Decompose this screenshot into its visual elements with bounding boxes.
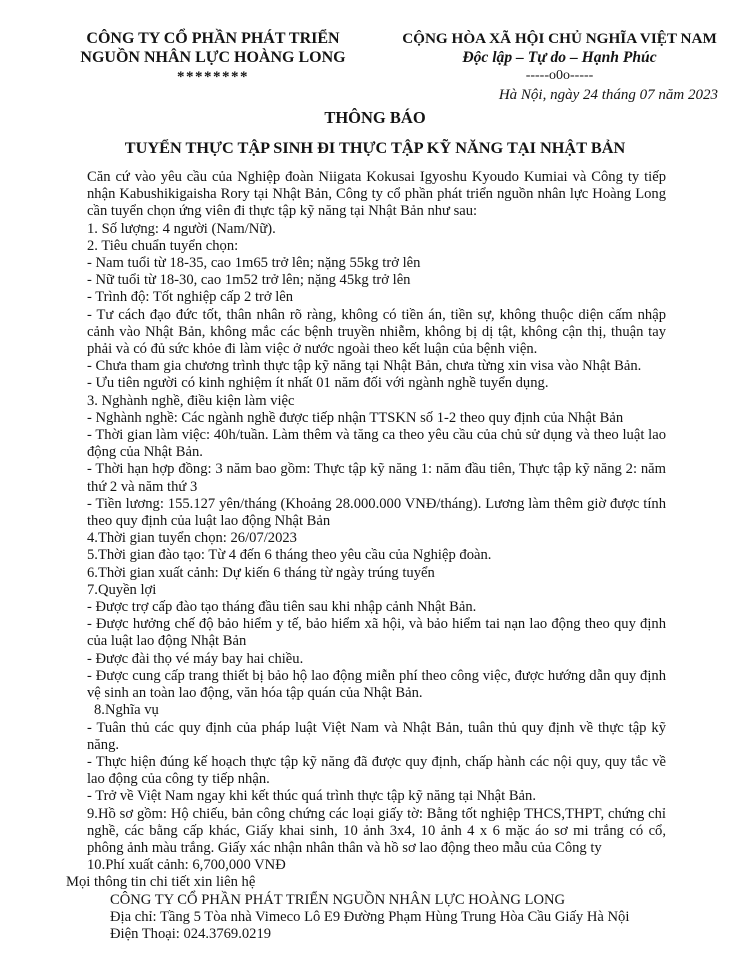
body-paragraph: - Tiền lương: 155.127 yên/tháng (Khoảng 28.000.000 VNĐ/tháng). Lương làm thêm giờ được tính theo quy định của luật lao động Nhật Bản (87, 495, 666, 530)
body-paragraph: - Thời gian làm việc: 40h/tuần. Làm thêm và tăng ca theo yêu cầu của chủ sử dụng và theo luật lao động của Nhật Bản. (87, 427, 666, 461)
body-paragraph: - Nữ tuổi từ 18-30, cao 1m52 trở lên; nặng 45kg trở lên (87, 272, 411, 289)
letterhead-stars: ******** (177, 69, 249, 85)
body-paragraph: - Được đài thọ vé máy bay hai chiều. (87, 650, 304, 667)
national-title: CỘNG HÒA XÃ HỘI CHỦ NGHĨA VIỆT NAM (402, 30, 717, 47)
body-paragraph: - Chưa tham gia chương trình thực tập kỹ năng tại Nhật Bản, chưa từng xin visa vào Nhật Bản. (87, 358, 642, 375)
body-paragraph: - Thực hiện đúng kế hoạch thực tập kỹ năng đã được quy định, chấp hành các nội quy, quy tắc về lao động của công ty tiếp nhận. (87, 753, 666, 788)
body-paragraph: 9.Hồ sơ gồm: Hộ chiếu, bản công chứng các loại giấy tờ: Bằng tốt nghiệp THCS,THPT, chứng chỉ nghề, các bằng cấp khác, Giấy khai sinh, 10 ảnh 3x4, 10 ảnh 4 x 6 mặc áo sơ mi trắng có cổ, phông ảnh màu trắng. Giấy xác nhận nhân thân và hồ sơ lao động theo mẫu của Công ty (87, 805, 666, 856)
body-paragraph: - Trở về Việt Nam ngay khi kết thúc quá trình thực tập kỹ năng tại Nhật Bản. (87, 788, 536, 805)
body-paragraph: 10.Phí xuất cảnh: 6,700,000 VNĐ (87, 857, 286, 874)
company-name-line2: NGUỒN NHÂN LỰC HOÀNG LONG (80, 48, 346, 66)
body-paragraph: 5.Thời gian đào tạo: Từ 4 đến 6 tháng theo yêu cầu của Nghiệp đoàn. (87, 547, 492, 564)
national-motto: Độc lập – Tự do – Hạnh Phúc (462, 49, 657, 66)
body-paragraph: Căn cứ vào yêu cầu của Nghiệp đoàn Niigata Kokusai Igyoshu Kyoudo Kumiai và Công ty tiếp nhận Kabushikigaisha Rory tại Nhật Bản, Công ty cổ phần phát triển nguồn nhân lực Hoàng Long cần tuyển chọn ứng viên đi thực tập kỹ năng tại Nhật Bản như sau: (87, 169, 666, 220)
body-paragraph: - Tuân thủ các quy định của pháp luật Việt Nam và Nhật Bản, tuân thủ quy định về thực tập kỹ năng. (87, 719, 666, 753)
contact-intro-line: Mọi thông tin chi tiết xin liên hệ (66, 874, 256, 891)
body-paragraph: - Nghành nghề: Các ngành nghề được tiếp nhận TTSKN số 1-2 theo quy định của Nhật Bản (87, 409, 624, 426)
body-paragraph: 1. Số lượng: 4 người (Nam/Nữ). (87, 220, 276, 237)
body-paragraph: - Thời hạn hợp đồng: 3 năm bao gồm: Thực tập kỹ năng 1: năm đầu tiên, Thực tập kỹ năng 2: năm thứ 2 và năm thứ 3 (87, 461, 666, 495)
contact-section (0, 874, 750, 943)
body-paragraph: - Trình độ: Tốt nghiệp cấp 2 trở lên (87, 289, 294, 306)
body-paragraph: 2. Tiêu chuẩn tuyển chọn: (87, 237, 239, 254)
national-motto-block (397, 30, 722, 104)
contact-company-name: CÔNG TY CỔ PHẦN PHÁT TRIỂN NGUỒN NHÂN LỰC HOÀNG LONG (110, 891, 566, 908)
body-paragraph: - Nam tuổi từ 18-35, cao 1m65 trở lên; nặng 55kg trở lên (87, 255, 421, 272)
company-name-line1: CÔNG TY CỔ PHẦN PHÁT TRIỂN (86, 30, 340, 47)
body-paragraph: - Ưu tiên người có kinh nghiệm ít nhất 01 năm đối với ngành nghề tuyển dụng. (87, 375, 549, 392)
date-line: Hà Nội, ngày 24 tháng 07 năm 2023 (498, 87, 718, 103)
body-paragraph: 7.Quyền lợi (87, 581, 157, 598)
body-paragraph: - Được hưởng chế độ bảo hiểm y tế, bảo hiểm xã hội, và bảo hiểm tai nạn lao động theo quy định của luật lao động Nhật Bản (87, 616, 666, 650)
body-paragraph: - Được trợ cấp đào tạo tháng đầu tiên sau khi nhập cảnh Nhật Bản. (87, 599, 477, 616)
document-body (87, 169, 666, 874)
body-paragraph: 6.Thời gian xuất cảnh: Dự kiến 6 tháng từ ngày trúng tuyển (87, 564, 435, 581)
document-header (0, 30, 750, 104)
company-letterhead (78, 30, 348, 104)
body-paragraph: - Tư cách đạo đức tốt, thân nhân rõ ràng, không có tiền án, tiền sự, không thuộc diện cấm nhập cảnh vào Nhật Bản, không mắc các bệnh truyền nhiễm, không bị dị tật, không cận thị, thuận tay phải và có đủ sức khỏe đi làm việc ở nước ngoài theo kết luận của bệnh viện. (87, 306, 666, 358)
contact-phone-line: Điện Thoại: 024.3769.0219 (110, 925, 272, 942)
body-paragraph: 3. Nghành nghề, điều kiện làm việc (87, 392, 295, 409)
body-paragraph: 4.Thời gian tuyển chọn: 26/07/2023 (87, 530, 297, 547)
body-paragraph: - Được cung cấp trang thiết bị bảo hộ lao động miễn phí theo công việc, được hướng dẫn quy định vệ sinh an toàn lao động, văn hóa tập quán của Nhật Bản. (87, 667, 666, 702)
body-paragraph: 8.Nghĩa vụ (94, 702, 159, 719)
document-title: THÔNG BÁO (324, 108, 426, 127)
contact-address-line: Địa chỉ: Tầng 5 Tòa nhà Vimeco Lô E9 Đường Phạm Hùng Trung Hòa Cầu Giấy Hà Nội (110, 908, 630, 925)
document-subtitle: TUYỂN THỰC TẬP SINH ĐI THỰC TẬP KỸ NĂNG TẠI NHẬT BẢN (124, 138, 626, 157)
motto-separator: -----o0o----- (525, 68, 594, 83)
